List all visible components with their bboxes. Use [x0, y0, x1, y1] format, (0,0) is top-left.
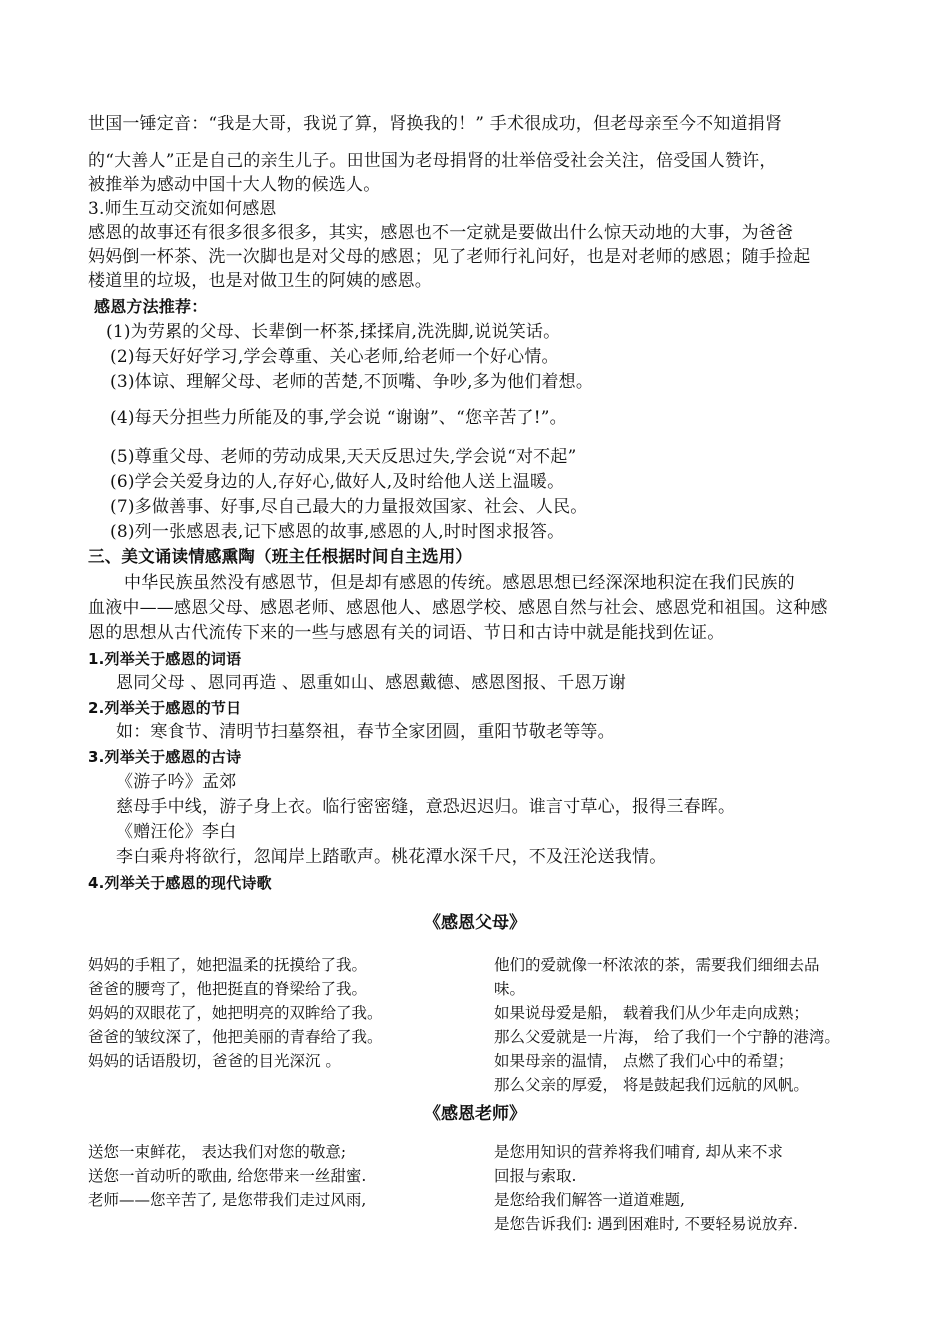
poem-parents-left-column [88, 953, 383, 1073]
method-item: (6)学会关爱身边的人,存好心,做好人,及时给他人送上温暖。 [110, 472, 565, 492]
poem-teacher-left-column [88, 1140, 366, 1212]
intro-line-3: 被推举为感动中国十大人物的候选人。 [88, 175, 381, 195]
poem-line: 送您一束鲜花， 表达我们对您的敬意; [88, 1143, 347, 1161]
words-text: 恩同父母 、恩同再造 、恩重如山、感恩戴德、感恩图报、千恩万谢 [116, 673, 627, 693]
poem-2-title: 《赠汪伦》李白 [116, 822, 237, 842]
methods-heading: 感恩方法推荐： [94, 297, 208, 316]
intro-line-1: 世国一锤定音：“我是大哥，我说了算，肾换我的！” 手术很成功，但老母亲至今不知道捐肾 [88, 114, 783, 134]
poem-line: 那么父亲的厚爱， 将是鼓起我们远航的风帆。 [494, 1076, 809, 1094]
poem-line: 是您用知识的营养将我们哺育, 却从来不求 [494, 1143, 783, 1161]
poems-heading: 3.列举关于感恩的古诗 [88, 748, 242, 766]
poem-line: 妈妈的话语殷切，爸爸的目光深沉 。 [88, 1052, 341, 1070]
intro-line-2: 的“大善人”正是自己的亲生儿子。田世国为老母捐肾的壮举倍受社会关注，倍受国人赞许， [88, 151, 777, 171]
modern-poems-heading: 4.列举关于感恩的现代诗歌 [88, 874, 272, 892]
poem-line: 爸爸的皱纹深了，他把美丽的青春给了我。 [88, 1028, 383, 1046]
section-3-heading: 3.师生互动交流如何感恩 [88, 199, 277, 219]
part-3-para-line-3: 恩的思想从古代流传下来的一些与感恩有关的词语、节日和古诗中就是能找到佐证。 [88, 623, 725, 643]
poem-1-text: 慈母手中线，游子身上衣。临行密密缝，意恐迟迟归。谁言寸草心，报得三春晖。 [116, 797, 736, 817]
method-item: (5)尊重父母、老师的劳动成果,天天反思过失,学会说“对不起” [110, 447, 577, 467]
festivals-heading: 2.列举关于感恩的节日 [88, 699, 242, 717]
poem-parents-title: 《感恩父母》 [424, 913, 526, 933]
method-item: (7)多做善事、好事,尽自己最大的力量报效国家、社会、人民。 [110, 497, 588, 517]
poem-line: 味。 [494, 980, 526, 998]
festivals-text: 如：寒食节、清明节扫墓祭祖，春节全家团圆，重阳节敬老等等。 [116, 722, 615, 742]
method-item: (4)每天分担些力所能及的事,学会说 “谢谢”、“您辛苦了!”。 [110, 408, 567, 428]
poem-line: 妈妈的双眼花了，她把明亮的双眸给了我。 [88, 1004, 383, 1022]
poem-line: 爸爸的腰弯了，他把挺直的脊梁给了我。 [88, 980, 368, 998]
poem-line: 如果说母爱是船， 载着我们从少年走向成熟； [494, 1004, 809, 1022]
poem-line: 那么父爱就是一片海， 给了我们一个宁静的港湾。 [494, 1028, 840, 1046]
poem-1-title: 《游子吟》孟郊 [116, 772, 237, 792]
section-3-para-line-3: 楼道里的垃圾，也是对做卫生的阿姨的感恩。 [88, 271, 432, 291]
poem-parents-right-column [494, 953, 840, 1097]
poem-line: 是您给我们解答一道道难题, [494, 1191, 685, 1209]
section-3-para-line-1: 感恩的故事还有很多很多很多，其实，感恩也不一定就是要做出什么惊天动地的大事，为爸爸 [88, 223, 794, 243]
words-heading: 1.列举关于感恩的词语 [88, 650, 242, 668]
method-item: (1)为劳累的父母、长辈倒一杯茶,揉揉肩,洗洗脚,说说笑话。 [106, 322, 561, 342]
poem-line: 如果母亲的温情， 点燃了我们心中的希望； [494, 1052, 794, 1070]
poem-line: 他们的爱就像一杯浓浓的茶，需要我们细细去品 [494, 956, 820, 974]
poem-line: 老师——您辛苦了, 是您带我们走过风雨, [88, 1191, 367, 1209]
method-item: (8)列一张感恩表,记下感恩的故事,感恩的人,时时图求报答。 [110, 522, 565, 542]
part-3-heading: 三、美文诵读情感熏陶（班主任根据时间自主选用） [88, 547, 473, 566]
poem-line: 回报与索取. [494, 1167, 577, 1185]
poem-teacher-title: 《感恩老师》 [424, 1104, 526, 1124]
section-3-para-line-2: 妈妈倒一杯茶、洗一次脚也是对父母的感恩；见了老师行礼问好，也是对老师的感恩；随手捡起 [88, 247, 811, 267]
part-3-para-line-1: 中华民族虽然没有感恩节，但是却有感恩的传统。感恩思想已经深深地积淀在我们民族的 [124, 573, 795, 593]
method-item: (2)每天好好学习,学会尊重、关心老师,给老师一个好心情。 [110, 347, 559, 367]
method-item: (3)体谅、理解父母、老师的苦楚,不顶嘴、争吵,多为他们着想。 [110, 372, 594, 392]
poem-line: 妈妈的手粗了，她把温柔的抚摸给了我。 [88, 956, 368, 974]
poem-2-text: 李白乘舟将欲行，忽闻岸上踏歌声。桃花潭水深千尺，不及汪沦送我情。 [116, 847, 667, 867]
poem-teacher-right-column [494, 1140, 798, 1236]
poem-line: 是您告诉我们: 遇到困难时, 不要轻易说放弃. [494, 1215, 798, 1233]
part-3-para-line-2: 血液中——感恩父母、感恩老师、感恩他人、感恩学校、感恩自然与社会、感恩党和祖国。这种感 [88, 598, 828, 618]
poem-line: 送您一首动听的歌曲, 给您带来一丝甜蜜. [88, 1167, 367, 1185]
